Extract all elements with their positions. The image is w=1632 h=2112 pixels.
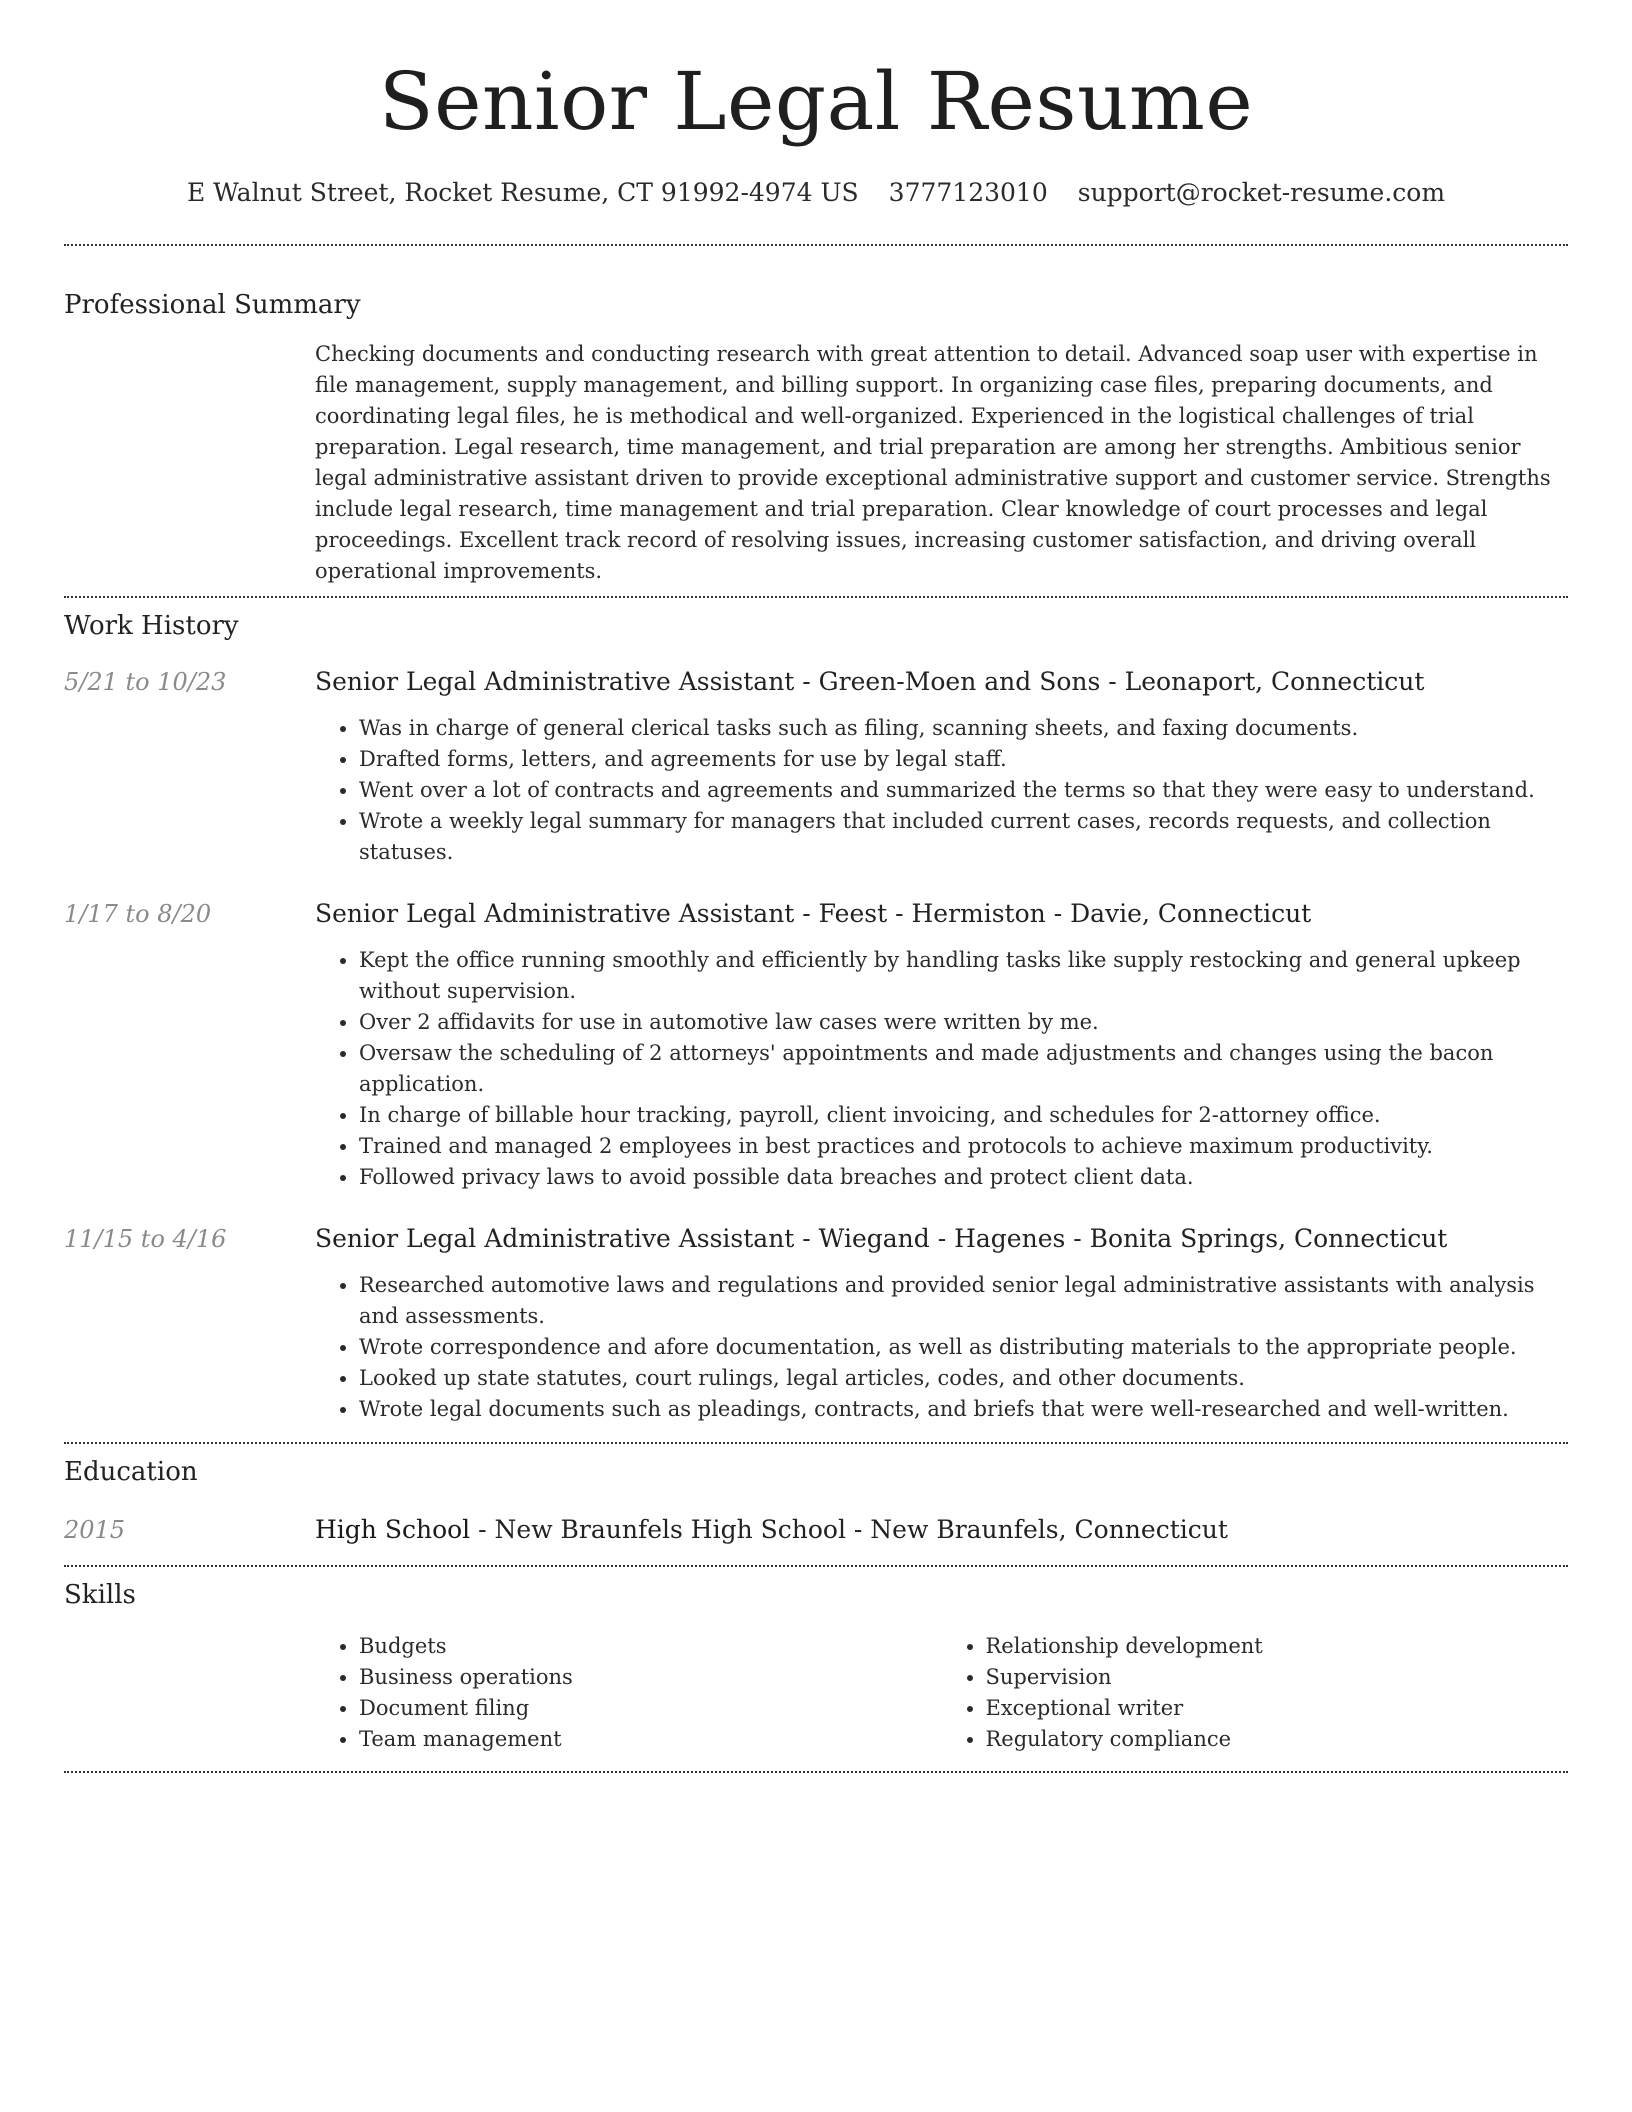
education-heading: Education: [64, 1457, 198, 1487]
summary-row: [64, 339, 1568, 587]
list-item: • Wrote correspondence and afore documentation, as well as distributing materials to the appropriate people.: [359, 1332, 1568, 1363]
skill-item: • Regulatory compliance: [986, 1724, 1569, 1755]
education-degree: High School: [315, 1515, 471, 1544]
job-entry: [64, 665, 1568, 868]
job-details: [64, 1270, 1568, 1425]
summary-divider: [64, 596, 1568, 598]
job-title: Senior Legal Administrative Assistant - Wiegand - Hagenes - Bonita Springs, Connecticut: [315, 1224, 1448, 1253]
skill-item: • Supervision: [986, 1662, 1569, 1693]
education-divider: [64, 1565, 1568, 1567]
list-item: • Researched automotive laws and regulations and provided senior legal administrative assistants with analysis and assessments.: [359, 1270, 1568, 1332]
job-title: Senior Legal Administrative Assistant - Green-Moen and Sons - Leonaport, Connecticut: [315, 667, 1425, 696]
skill-item: • Team management: [359, 1724, 942, 1755]
skill-item: • Relationship development: [986, 1631, 1569, 1662]
education-date: 2015: [64, 1516, 126, 1544]
work-divider: [64, 1442, 1568, 1444]
work-history-section: [64, 609, 1568, 1425]
contact-phone: 3777123010: [888, 178, 1048, 207]
job-details: [64, 713, 1568, 868]
summary-section: [64, 288, 1568, 587]
job-bullets-wrap: [315, 945, 1568, 1193]
skill-item: • Document filing: [359, 1693, 942, 1724]
skills-row: [64, 1631, 1568, 1755]
skills-divider: [64, 1771, 1568, 1773]
job-bullets-wrap: [315, 1270, 1568, 1425]
job-bullets: [315, 945, 1568, 1193]
skill-item: • Business operations: [359, 1662, 942, 1693]
skills-section: [64, 1578, 1568, 1755]
contact-address: E Walnut Street, Rocket Resume, CT 91992-4974 US: [186, 178, 859, 207]
job-header: [64, 897, 1568, 931]
job-title: Senior Legal Administrative Assistant - Feest - Hermiston - Davie, Connecticut: [315, 899, 1312, 928]
list-item: • Oversaw the scheduling of 2 attorneys' appointments and made adjustments and changes using the bacon application.: [359, 1038, 1568, 1100]
list-item: • Trained and managed 2 employees in best practices and protocols to achieve maximum productivity.: [359, 1131, 1568, 1162]
list-item: • Was in charge of general clerical tasks such as filing, scanning sheets, and faxing documents.: [359, 713, 1568, 744]
job-bullets: [315, 1270, 1568, 1425]
list-item: • Drafted forms, letters, and agreements for use by legal staff.: [359, 744, 1568, 775]
job-date: 5/21 to 10/23: [64, 668, 227, 696]
skills-list-left: [315, 1631, 942, 1755]
summary-heading: Professional Summary: [64, 290, 361, 320]
list-item: • Followed privacy laws to avoid possible data breaches and protect client data.: [359, 1162, 1568, 1193]
job-date: 11/15 to 4/16: [64, 1225, 227, 1253]
job-details: [64, 945, 1568, 1193]
job-header: [64, 665, 1568, 699]
job-entry: [64, 897, 1568, 1193]
resume-name: Senior Legal Resume: [378, 55, 1254, 148]
skill-item: • Budgets: [359, 1631, 942, 1662]
skills-heading: Skills: [64, 1580, 136, 1610]
skills-list-right: [942, 1631, 1569, 1755]
list-item: • Over 2 affidavits for use in automotive law cases were written by me.: [359, 1007, 1568, 1038]
job-date: 1/17 to 8/20: [64, 900, 212, 928]
summary-text: Checking documents and conducting research with great attention to detail. Advanced soap user with expertise in file management, supply management, and billing support. In organizing case files, preparing documents, and coordinating legal files, he is methodical and well-organized. Experienced in the logistical challenges of trial preparation. Legal research, time management, and trial preparation are among her strengths. Ambitious senior legal administrative assistant driven to provide exceptional administrative support and customer service. Strengths include legal research, time management and trial preparation. Clear knowledge of court processes and legal proceedings. Excellent track record of resolving issues, increasing customer satisfaction, and driving overall operational improvements.: [315, 342, 1551, 583]
job-header: [64, 1222, 1568, 1256]
education-entry: [64, 1513, 1568, 1547]
education-school: - New Braunfels High School - New Braunfels, Connecticut: [470, 1515, 1228, 1544]
summary-body: [315, 339, 1568, 587]
education-title: [315, 1513, 1568, 1547]
skill-item: • Exceptional writer: [986, 1693, 1569, 1724]
skills-grid: [315, 1631, 1568, 1755]
header-divider: [64, 244, 1568, 246]
education-section: [64, 1455, 1568, 1547]
list-item: • Kept the office running smoothly and efficiently by handling tasks like supply restocking and general upkeep without supervision.: [359, 945, 1568, 1007]
list-item: • Wrote a weekly legal summary for managers that included current cases, records requests, and collection statuses.: [359, 806, 1568, 868]
work-history-heading: Work History: [64, 611, 239, 641]
job-bullets-wrap: [315, 713, 1568, 868]
job-entry: [64, 1222, 1568, 1425]
list-item: • In charge of billable hour tracking, payroll, client invoicing, and schedules for 2-attorney office.: [359, 1100, 1568, 1131]
list-item: • Wrote legal documents such as pleadings, contracts, and briefs that were well-researched and well-written.: [359, 1394, 1568, 1425]
contact-email: support@rocket-resume.com: [1077, 178, 1446, 207]
list-item: • Went over a lot of contracts and agreements and summarized the terms so that they were easy to understand.: [359, 775, 1568, 806]
job-bullets: [315, 713, 1568, 868]
list-item: • Looked up state statutes, court rulings, legal articles, codes, and other documents.: [359, 1363, 1568, 1394]
contact-line: [64, 176, 1568, 210]
